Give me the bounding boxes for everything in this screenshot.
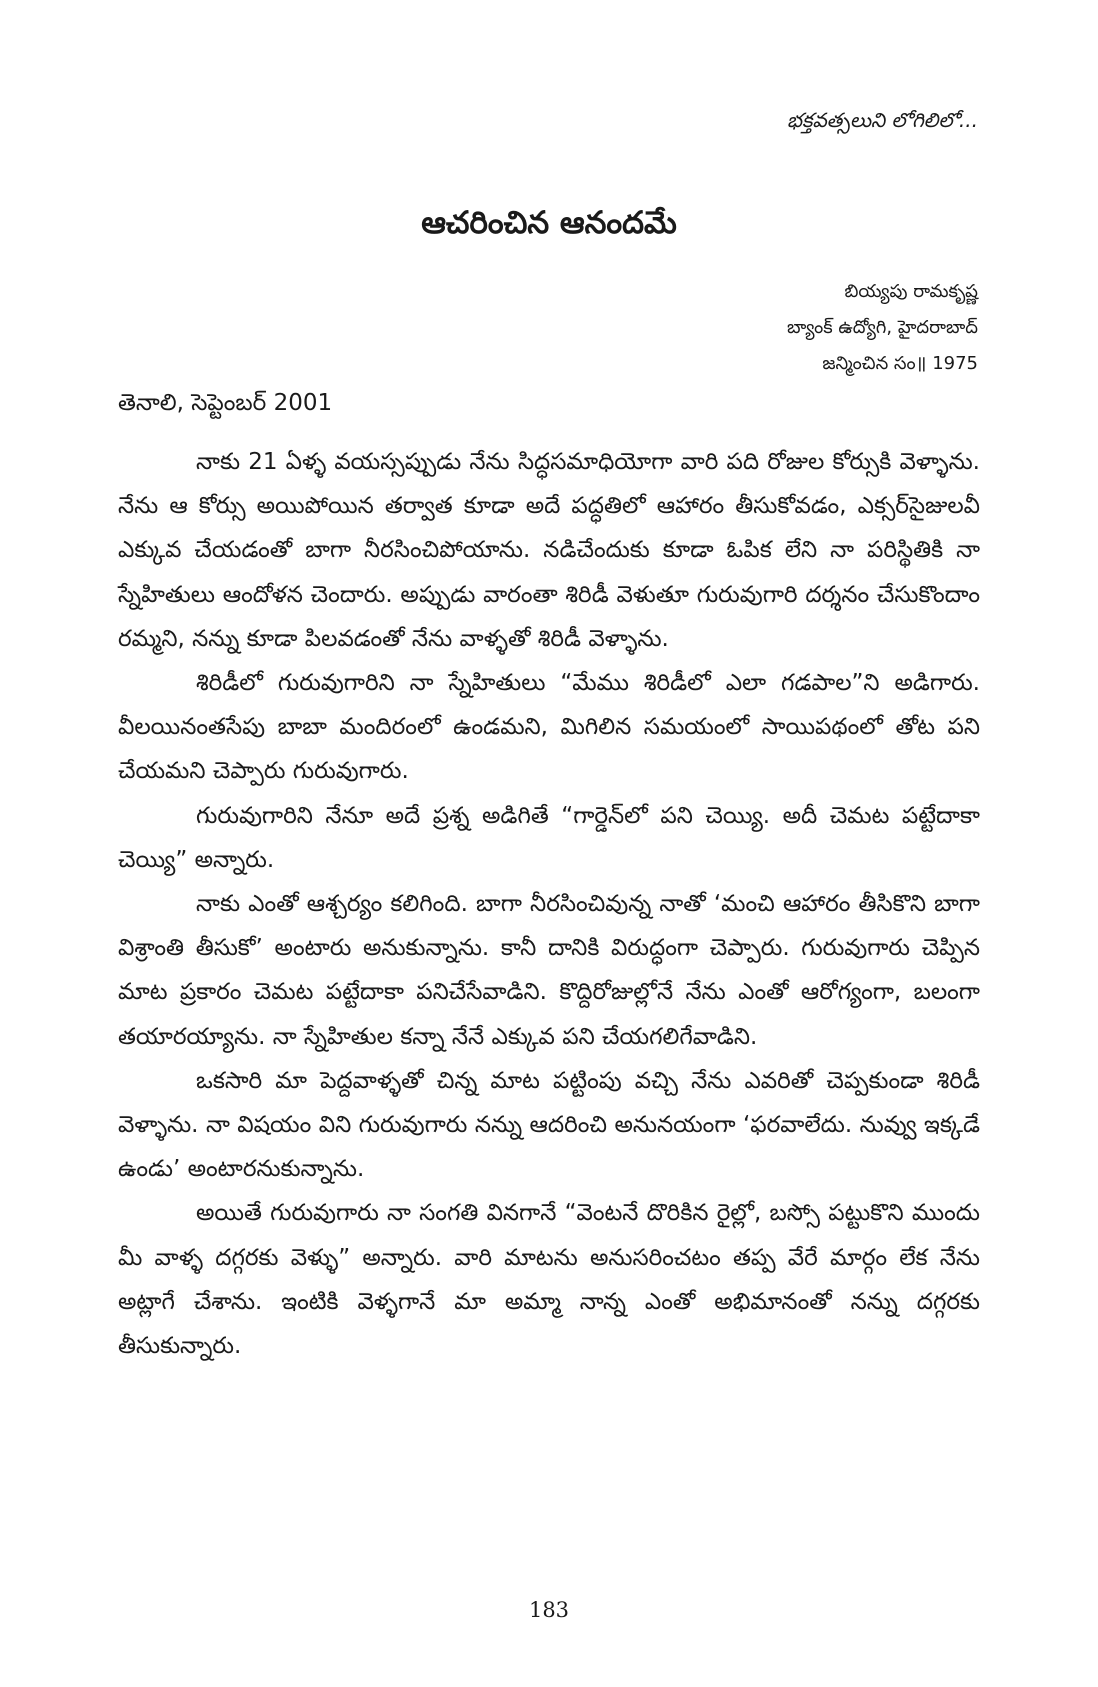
author-occupation: బ్యాంక్ ఉద్యోగి, హైదరాబాద్ <box>787 317 978 338</box>
author-byline <box>787 274 978 382</box>
paragraph: శిరిడీలో గురువుగారిని నా స్నేహితులు “మేము శిరిడీలో ఎలా గడపాల”ని అడిగారు. వీలయినంతసేపు బాబా మందిరంలో ఉండమని, మిగిలిన సమయంలో సాయిపథంలో తోట పని చేయమని చెప్పారు గురువుగారు. <box>118 670 980 785</box>
paragraph: గురువుగారిని నేనూ అదే ప్రశ్న అడిగితే “గార్డెన్‌లో పని చెయ్యి. అదీ చెమట పట్టేదాకా చెయ్యి” అన్నారు. <box>118 802 980 873</box>
paragraph: ఒకసారి మా పెద్దవాళ్ళతో చిన్న మాట పట్టింపు వచ్చి నేను ఎవరితో చెప్పకుండా శిరిడీ వెళ్ళాను. నా విషయం విని గురువుగారు నన్ను ఆదరించి అనునయంగా ‘ఫరవాలేదు. నువ్వు ఇక్కడే ఉండు’ అంటారనుకున్నాను. <box>118 1067 980 1183</box>
paragraph: నాకు 21 ఏళ్ళ వయస్సప్పుడు నేను సిద్ధసమాధియోగా వారి పది రోజుల కోర్సుకి వెళ్ళాను. నేను ఆ కోర్సు అయిపోయిన తర్వాత కూడా అదే పద్ధతిలో ఆహారం తీసుకోవడం, ఎక్సర్‌సైజులవీ ఎక్కువ చేయడంతో బాగా నీరసించిపోయాను. నడిచేందుకు కూడా ఓపిక లేని నా పరిస్థితికి నా స్నేహితులు ఆందోళన చెందారు. అప్పుడు వారంతా శిరిడీ వెళుతూ గురువుగారి దర్శనం చేసుకొందాం రమ్మని, నన్ను కూడా పిలవడంతో నేను వాళ్ళతో శిరిడీ వెళ్ళాను. <box>118 449 980 652</box>
page-number: 183 <box>528 1598 570 1622</box>
paragraph: నాకు ఎంతో ఆశ్చర్యం కలిగింది. బాగా నీరసించివున్న నాతో ‘మంచి ఆహారం తీసికొని బాగా విశ్రాంతి తీసుకో’ అంటారు అనుకున్నాను. కానీ దానికి విరుద్ధంగా చెప్పారు. గురువుగారు చెప్పిన మాట ప్రకారం చెమట పట్టేదాకా పనిచేసేవాడిని. కొద్దిరోజుల్లోనే నేను ఎంతో ఆరోగ్యంగా, బలంగా తయారయ్యాను. నా స్నేహితుల కన్నా నేనే ఎక్కువ పని చేయగలిగేవాడిని. <box>118 891 980 1050</box>
paragraph: అయితే గురువుగారు నా సంగతి వినగానే “వెంటనే దొరికిన రైల్లో, బస్సో పట్టుకొని ముందు మీ వాళ్ళ దగ్గరకు వెళ్ళు” అన్నారు. వారి మాటను అనుసరించటం తప్ప వేరే మార్గం లేక నేను అట్లాగే చేశాను. ఇంటికి వెళ్ళగానే మా అమ్మా నాన్న ఎంతో అభిమానంతో నన్ను దగ్గరకు తీసుకున్నారు. <box>118 1200 980 1360</box>
author-name: బియ్యపు రామకృష్ణ <box>844 281 978 302</box>
running-header: భక్తవత్సలుని లోగిలిలో... <box>787 108 978 132</box>
article-title: ఆచరించిన ఆనందమే <box>421 205 677 241</box>
place-date: తెనాలి, సెప్టెంబర్ 2001 <box>118 390 333 416</box>
article-body <box>118 440 980 1368</box>
author-birth-year: జన్మించిన సం॥ 1975 <box>822 353 978 374</box>
